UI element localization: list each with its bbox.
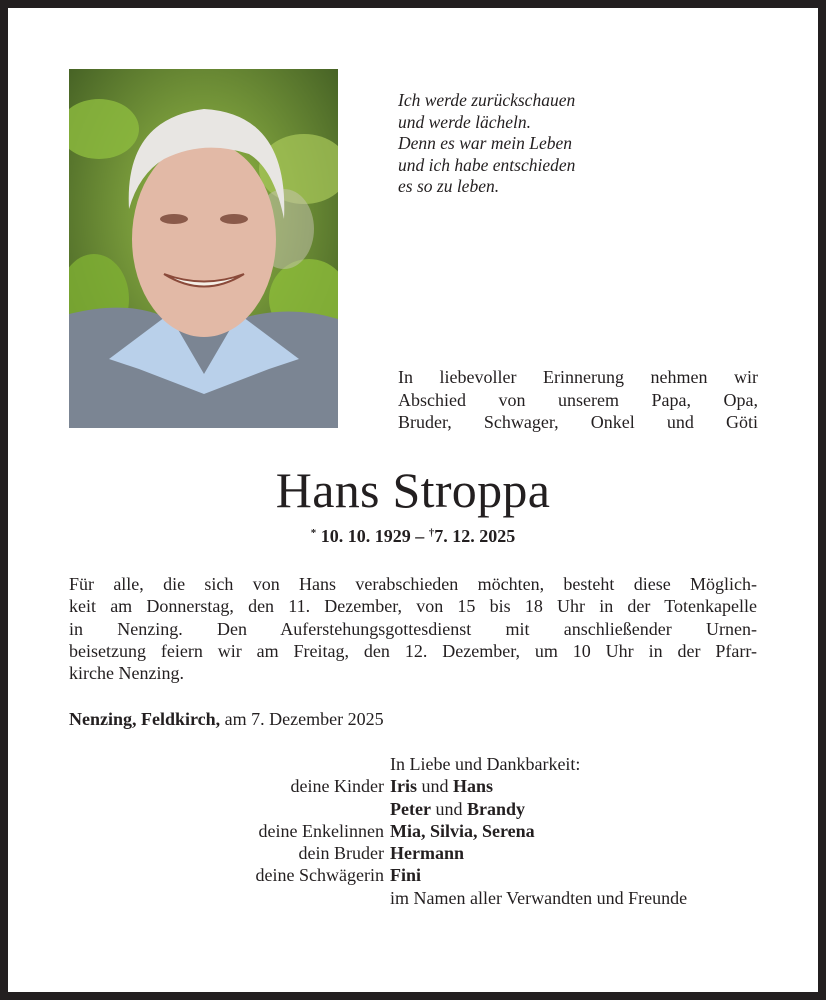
intro-line: Abschied von unserem Papa, Opa,: [398, 389, 758, 410]
life-dates: [8, 526, 818, 547]
death-cross-icon: †: [428, 527, 435, 539]
relation-label: dein Bruder: [298, 843, 384, 864]
date: am 7. Dezember 2025: [220, 709, 384, 729]
mourner-row: [8, 775, 818, 797]
farewell-intro: [398, 366, 758, 434]
date-separator: –: [410, 526, 429, 546]
poem-line: und werde lächeln.: [398, 111, 532, 132]
relation-label: deine Kinder: [290, 776, 384, 797]
place-and-date: [69, 709, 384, 730]
mourner-row: [8, 798, 818, 820]
mourner-names: Peter und Brandy: [390, 798, 525, 819]
signature-closing: im Namen aller Verwandten und Freunde: [390, 887, 688, 908]
mourner-names: Mia, Silvia, Serena: [390, 820, 535, 841]
mourner-row: [8, 820, 818, 842]
poem: [398, 90, 575, 198]
relation-label: deine Enkelinnen: [258, 820, 384, 841]
announcement-line: keit am Donnerstag, den 11. Dezember, von 15 bis 18 Uhr in der Totenkapelle: [69, 596, 757, 617]
intro-line: Bruder, Schwager, Onkel und Göti: [398, 412, 758, 432]
announcement-line: beisetzung feiern wir am Freitag, den 12. Dezember, um 10 Uhr in der Pfarr-: [69, 640, 757, 661]
obituary-page: [8, 8, 818, 992]
mourner-names: Hermann: [390, 843, 464, 864]
death-date: 7. 12. 2025: [434, 526, 516, 546]
poem-line: und ich habe entschieden: [398, 154, 576, 175]
announcement-line: Für alle, die sich von Hans verabschieden möchten, besteht diese Möglich-: [69, 574, 757, 594]
mourner-row: [8, 864, 818, 886]
portrait-image: [69, 69, 338, 428]
announcement-line: kirche Nenzing.: [69, 663, 184, 684]
poem-line: Ich werde zurückschauen: [398, 90, 576, 110]
signature-closing-row: [8, 887, 818, 909]
service-announcement: [69, 573, 757, 684]
birth-date: 10. 10. 1929: [320, 526, 411, 546]
birth-star-icon: *: [310, 527, 317, 539]
relation-label: deine Schwägerin: [255, 865, 384, 886]
signature-heading-row: [8, 753, 818, 775]
signature-heading: In Liebe und Dankbarkeit:: [390, 754, 581, 774]
poem-line: es so zu leben.: [398, 176, 500, 197]
mourner-names: Fini: [390, 865, 422, 886]
poem-line: Denn es war mein Leben: [398, 133, 573, 154]
deceased-name: Hans Stroppa: [275, 462, 551, 518]
place: Nenzing, Feldkirch,: [69, 709, 221, 729]
mourner-row: [8, 842, 818, 864]
mourners-signature: [8, 753, 818, 909]
portrait-photo: [69, 69, 338, 428]
intro-line: In liebevoller Erinnerung nehmen wir: [398, 367, 758, 387]
mourner-names: Iris und Hans: [390, 776, 494, 797]
announcement-line: in Nenzing. Den Auferstehungsgottesdienst mit anschließender Urnen-: [69, 618, 757, 639]
relation-label: [8, 798, 390, 820]
